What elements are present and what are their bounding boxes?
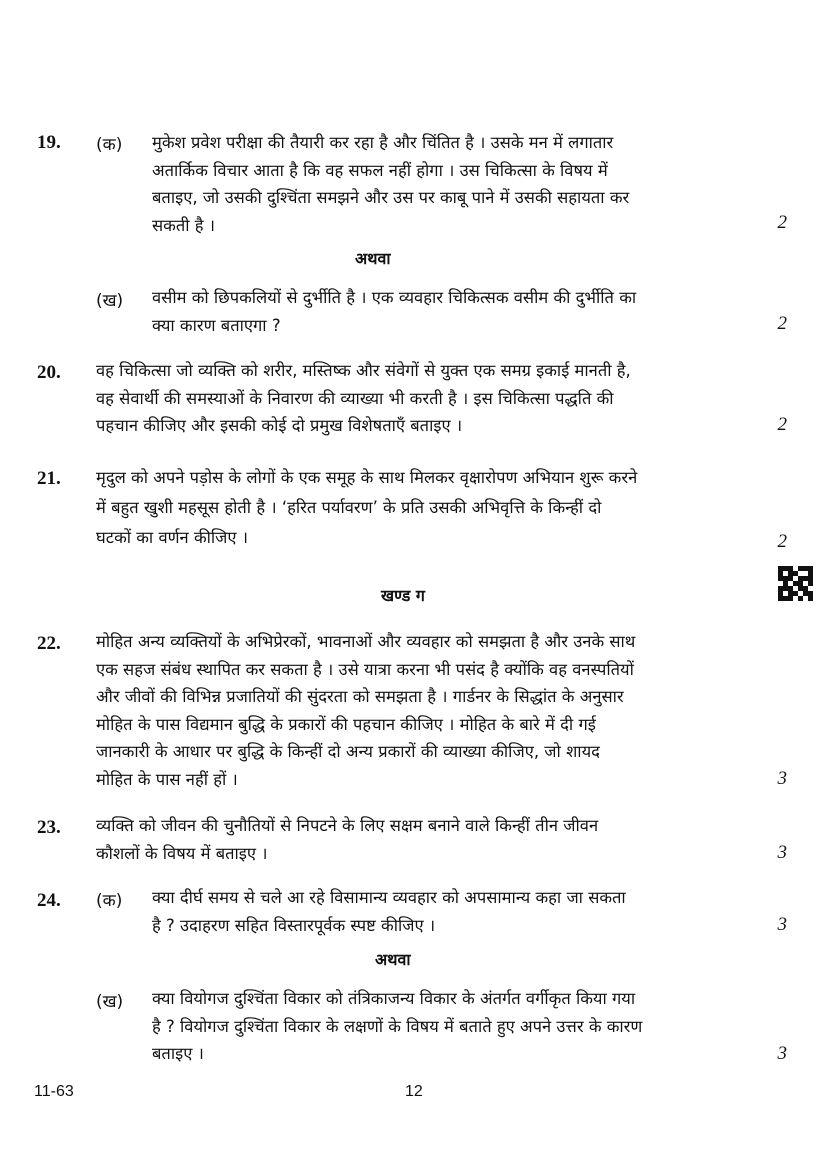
question-number-20: 20. [37,362,61,383]
question-number-19: 19. [37,132,61,153]
text-line: अतार्किक विचार आता है कि वह सफल नहीं होगा । उस चिकित्सा के विषय में [152,160,608,180]
question-19a-text [152,129,745,239]
text-line: क्या वियोगज दुश्चिंता विकार को तंत्रिकाजन्य विकार के अंतर्गत वर्गीकृत किया गया [152,989,636,1008]
text-line: बताइए, जो उसकी दुश्चिंता समझने और उस पर काबू पाने में उसकी सहायता कर [152,188,630,207]
text-line: है ? वियोगज दुश्चिंता विकार के लक्षणों के विषय में बताते हुए अपने उत्तर के कारण [152,1016,643,1036]
page-number: 12 [405,1083,423,1100]
question-number-22: 22. [37,633,61,654]
or-label-19: अथवा [355,249,391,268]
marks-19a: 2 [777,212,787,233]
text-line: और जीवों की विभिन्न प्रजातियों की सुंदरता को समझता है । गार्डनर के सिद्धांत के अनुसार [96,687,624,706]
text-line: मोहित अन्य व्यक्तियों के अभिप्रेरकों, भावनाओं और व्यवहार को समझता है और उनके साथ [96,632,636,651]
text-line: मोहित के पास नहीं हों । [96,769,238,789]
subpart-label-19a: (क) [96,135,123,155]
paper-code: 11-63 [34,1083,74,1100]
text-line: व्यक्ति को जीवन की चुनौतियों से निपटने के लिए सक्षम बनाने वाले किन्हीं तीन जीवन [96,816,599,835]
text-line: क्या कारण बताएगा ? [152,315,281,335]
question-number-23: 23. [37,817,61,838]
text-line: बताइए । [152,1044,204,1063]
text-line: में बहुत खुशी महसूस होती है । ‘हरित पर्यावरण’ के प्रति उसकी अभिवृत्ति के किन्हीं दो [96,498,602,517]
question-23-text [96,812,746,867]
text-line: एक सहज संबंध स्थापित कर सकता है । उसे यात्रा करना भी पसंद है क्योंकि वह वनस्पतियों [96,659,634,679]
marks-19b: 2 [777,313,787,334]
question-22-text [96,628,746,793]
text-line: घटकों का वर्णन कीजिए । [96,528,249,547]
marks-24b: 3 [777,1043,787,1064]
marks-22: 3 [777,768,787,789]
text-line: वह चिकित्सा जो व्यक्ति को शरीर, मस्तिष्क और संवेगों से युक्त एक समग्र इकाई मानती है, [96,361,631,380]
marks-23: 3 [777,842,787,863]
text-line: पहचान कीजिए और इसकी कोई दो प्रमुख विशेषताएँ बताइए । [96,416,463,435]
subpart-label-24b: (ख) [96,992,124,1012]
subpart-label-24a: (क) [96,891,123,911]
question-number-21: 21. [37,468,61,489]
question-24b-text [152,985,745,1068]
question-19b-text [152,284,745,339]
question-number-24: 24. [37,890,61,911]
or-label-24: अथवा [375,950,411,969]
marks-24a: 3 [777,914,787,935]
marks-20: 2 [777,414,787,435]
section-heading: खण्ड ग [381,586,425,605]
subpart-label-19b: (ख) [96,291,124,311]
text-line: सकती है । [152,215,216,235]
marks-21: 2 [777,531,787,552]
text-line: मुकेश प्रवेश परीक्षा की तैयारी कर रहा है और चिंतित है । उसके मन में लगातार [152,133,614,152]
qr-code [778,566,813,601]
text-line: जानकारी के आधार पर बुद्धि के किन्हीं दो अन्य प्रकारों की व्याख्या कीजिए, जो शायद [96,742,600,761]
text-line: मोहित के पास विद्यमान बुद्धि के प्रकारों की पहचान कीजिए । मोहित के बारे में दी गई [96,714,596,734]
text-line: कौशलों के विषय में बताइए । [96,843,268,863]
text-line: वसीम को छिपकलियों से दुर्भीति है । एक व्यवहार चिकित्सक वसीम की दुर्भीति का [152,288,637,307]
question-21-text [96,463,746,553]
question-20-text [96,357,746,440]
text-line: क्या दीर्घ समय से चले आ रहे विसामान्य व्यवहार को अपसामान्य कहा जा सकता [152,888,626,907]
text-line: मृदुल को अपने पड़ोस के लोगों के एक समूह के साथ मिलकर वृक्षारोपण अभियान शुरू करने [96,468,638,487]
question-24a-text [152,884,745,939]
text-line: वह सेवार्थी की समस्याओं के निवारण की व्याख्या भी करती है । इस चिकित्सा पद्धति की [96,388,614,408]
text-line: है ? उदाहरण सहित विस्तारपूर्वक स्पष्ट कीजिए । [152,915,436,935]
